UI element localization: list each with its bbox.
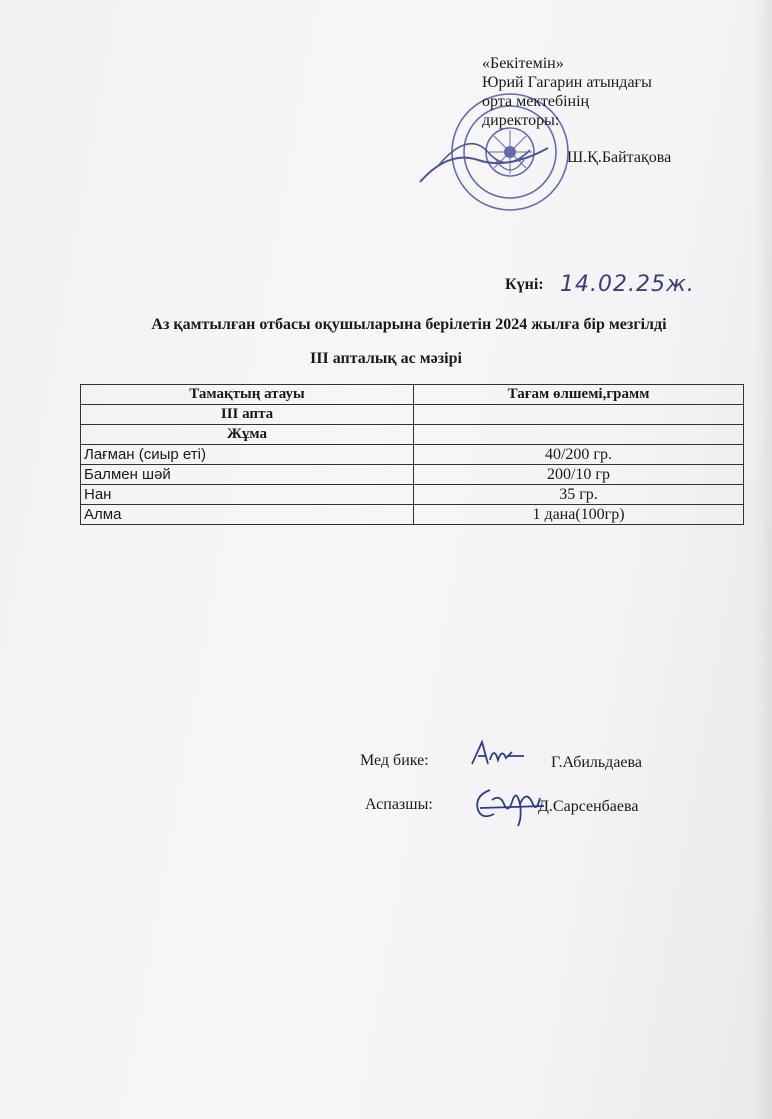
food-name: Балмен шәй bbox=[81, 465, 414, 485]
day-row bbox=[81, 425, 744, 445]
nurse-label: Мед бике: bbox=[360, 752, 429, 769]
document-title-text: Аз қамтылған отбасы оқушыларына берілетін 2024 жылға бір мезгілді bbox=[151, 316, 667, 333]
day-label: Жұма bbox=[81, 425, 414, 445]
food-portion: 1 дана(100гр) bbox=[414, 505, 744, 525]
food-portion: 40/200 гр. bbox=[414, 445, 744, 465]
approval-school: Юрий Гагарин атындағы bbox=[482, 74, 652, 91]
table-row bbox=[81, 505, 744, 525]
week-empty-cell bbox=[414, 405, 744, 425]
date-handwritten: 14.02.25ж. bbox=[560, 272, 695, 297]
document-title bbox=[0, 316, 772, 334]
table-row bbox=[81, 485, 744, 505]
approval-school-type: орта мектебінің bbox=[482, 93, 590, 110]
food-name: Нан bbox=[81, 485, 414, 505]
food-name: Алма bbox=[81, 505, 414, 525]
page-edge-shadow bbox=[754, 0, 772, 1119]
column-header-food: Тамақтың атауы bbox=[81, 385, 414, 405]
document-subtitle: ІІІ апталық ас мәзірі bbox=[310, 350, 462, 367]
table-row bbox=[81, 465, 744, 485]
week-label: ІІІ апта bbox=[81, 405, 414, 425]
date-label: Күні: bbox=[505, 276, 544, 293]
approval-block bbox=[482, 54, 652, 130]
food-portion: 200/10 гр bbox=[414, 465, 744, 485]
approval-position: директоры: bbox=[482, 112, 560, 129]
week-row bbox=[81, 405, 744, 425]
table-header-row bbox=[81, 385, 744, 405]
cook-label: Аспазшы: bbox=[365, 796, 433, 813]
approval-heading: «Бекітемін» bbox=[482, 55, 564, 72]
food-portion: 35 гр. bbox=[414, 485, 744, 505]
director-name: Ш.Қ.Байтақова bbox=[567, 149, 672, 166]
nurse-name: Г.Абильдаева bbox=[551, 754, 642, 771]
table-row bbox=[81, 445, 744, 465]
nurse-signature bbox=[468, 736, 528, 770]
column-header-portion: Тағам өлшемі,грамм bbox=[414, 385, 744, 405]
food-name: Лағман (сиыр еті) bbox=[81, 445, 414, 465]
cook-name: Д.Сарсенбаева bbox=[538, 798, 639, 815]
menu-table bbox=[80, 384, 744, 525]
day-empty-cell bbox=[414, 425, 744, 445]
